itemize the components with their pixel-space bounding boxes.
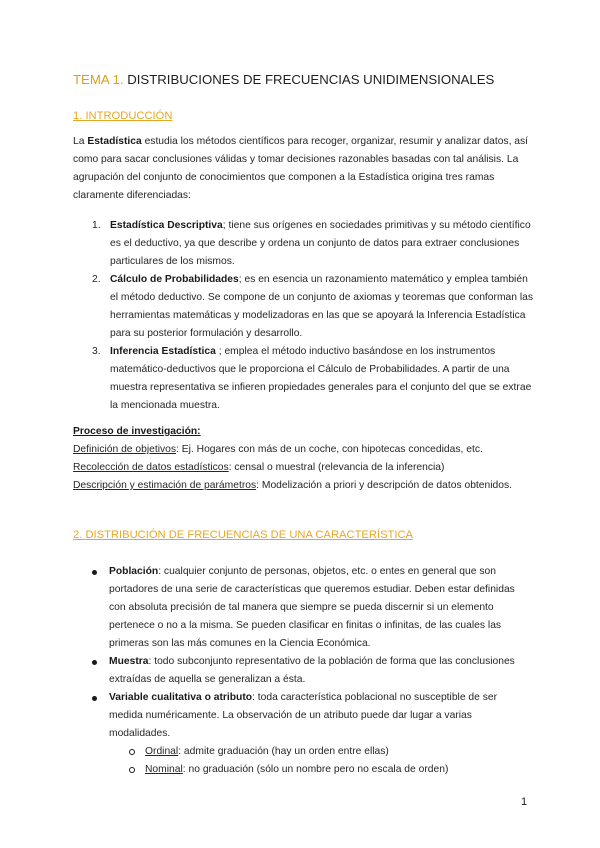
definitions-list <box>73 563 533 779</box>
proceso-text: : Ej. Hogares con más de un coche, con hipotecas concedidas, etc. <box>176 444 483 455</box>
item-bold: Población <box>109 566 159 577</box>
section1-heading: 1. INTRODUCCIÓN <box>73 110 173 122</box>
intro-paragraph <box>73 133 533 205</box>
sub-label: Ordinal <box>145 746 179 757</box>
proceso-heading: Proceso de investigación: <box>73 426 201 437</box>
list-item <box>73 689 533 779</box>
intro-bold: Estadística <box>87 136 142 147</box>
list-item <box>73 217 533 271</box>
bullet-icon <box>92 696 97 701</box>
proceso-text: : Modelización a priori y descripción de datos obtenidos. <box>256 480 512 491</box>
proceso-block <box>73 423 533 495</box>
bullet-icon <box>92 660 97 665</box>
title-text: DISTRIBUCIONES DE FRECUENCIAS UNIDIMENSIONALES <box>123 72 495 87</box>
proceso-line <box>73 441 533 459</box>
list-item <box>73 271 533 343</box>
circle-bullet-icon <box>129 767 135 773</box>
circle-bullet-icon <box>129 749 135 755</box>
bullet-icon <box>92 570 97 575</box>
list-item <box>73 343 533 415</box>
proceso-line <box>73 459 533 477</box>
document-title <box>73 72 494 87</box>
item-text: : cualquier conjunto de personas, objetos, etc. o entes en general que son portadores de una serie de características que queremos estudiar. Deben estar definidas con absoluta precisión de tal manera que siempre se pueda discernir si un elemento pertenece o no a la misma. Se pueden clasificar en finitas o infinitas, de las cuales las primeras son las más comunes en la Ciencia Económica. <box>109 566 515 649</box>
title-tema: TEMA 1. <box>73 72 124 87</box>
section2-heading: 2. DISTRIBUCIÓN DE FRECUENCIAS DE UNA CARACTERÍSTICA <box>73 529 414 541</box>
proceso-text: : censal o muestral (relevancia de la inferencia) <box>228 462 445 473</box>
item-text: : todo subconjunto representativo de la población de forma que las conclusiones extraídas de aquella se generalizan a ésta. <box>109 656 515 685</box>
item-bold: Estadística Descriptiva <box>110 220 223 231</box>
proceso-label: Recolección de datos estadísticos <box>73 462 229 473</box>
item-bold: Cálculo de Probabilidades <box>110 274 239 285</box>
intro-post: estudia los métodos científicos para recoger, organizar, resumir y analizar datos, así como para sacar conclusiones válidas y tomar decisiones razonables basadas con tal análisis. La agrupación del conjunto de conocimientos que componen a la Estadística origina tres ramas claramente diferenciadas: <box>73 136 529 201</box>
item-bold: Variable cualitativa o atributo <box>109 692 253 703</box>
item-text: ; tiene sus orígenes en sociedades primitivas y su método científico es el deductivo, ya que describe y ordena un conjunto de datos para extraer conclusiones particulares de los mismos. <box>110 220 531 267</box>
intro-pre: La <box>73 136 88 147</box>
item-bold: Inferencia Estadística <box>110 346 216 357</box>
item-bold: Muestra <box>109 656 149 667</box>
sub-text: : admite graduación (hay un orden entre ellas) <box>178 746 389 757</box>
list-item <box>73 563 533 653</box>
proceso-label: Descripción y estimación de parámetros <box>73 480 257 491</box>
page-number: 1 <box>521 796 528 808</box>
proceso-label: Definición de objetivos <box>73 444 177 455</box>
branches-list <box>73 217 533 415</box>
sublist <box>109 743 533 779</box>
item-text: ; emplea el método inductivo basándose en los instrumentos matemático-deductivos que le proporciona el Cálculo de Probabilidades. A partir de una muestra representativa se infieren propiedades generales para el conjunto del que se extrae la mencionada muestra. <box>110 346 532 411</box>
list-item <box>73 653 533 689</box>
item-text: ; es en esencia un razonamiento matemático y emplea también el método deductivo. Se compone de un conjunto de axiomas y teoremas que conforman las herramientas matemáticas y modelizadoras en las que se apoyará la Inferencia Estadística para su posterior formulación y desarrollo. <box>110 274 533 339</box>
item-number: 1. <box>92 220 101 231</box>
item-number: 3. <box>92 346 101 357</box>
sublist-item <box>109 743 533 761</box>
sub-label: Nominal <box>145 764 183 775</box>
item-number: 2. <box>92 274 101 285</box>
proceso-line <box>73 477 533 495</box>
sublist-item <box>109 761 533 779</box>
item-text: : toda característica poblacional no susceptible de ser medida numéricamente. La observación de un atributo puede dar lugar a varias modalidades. <box>109 692 498 739</box>
sub-text: : no graduación (sólo un nombre pero no escala de orden) <box>182 764 449 775</box>
